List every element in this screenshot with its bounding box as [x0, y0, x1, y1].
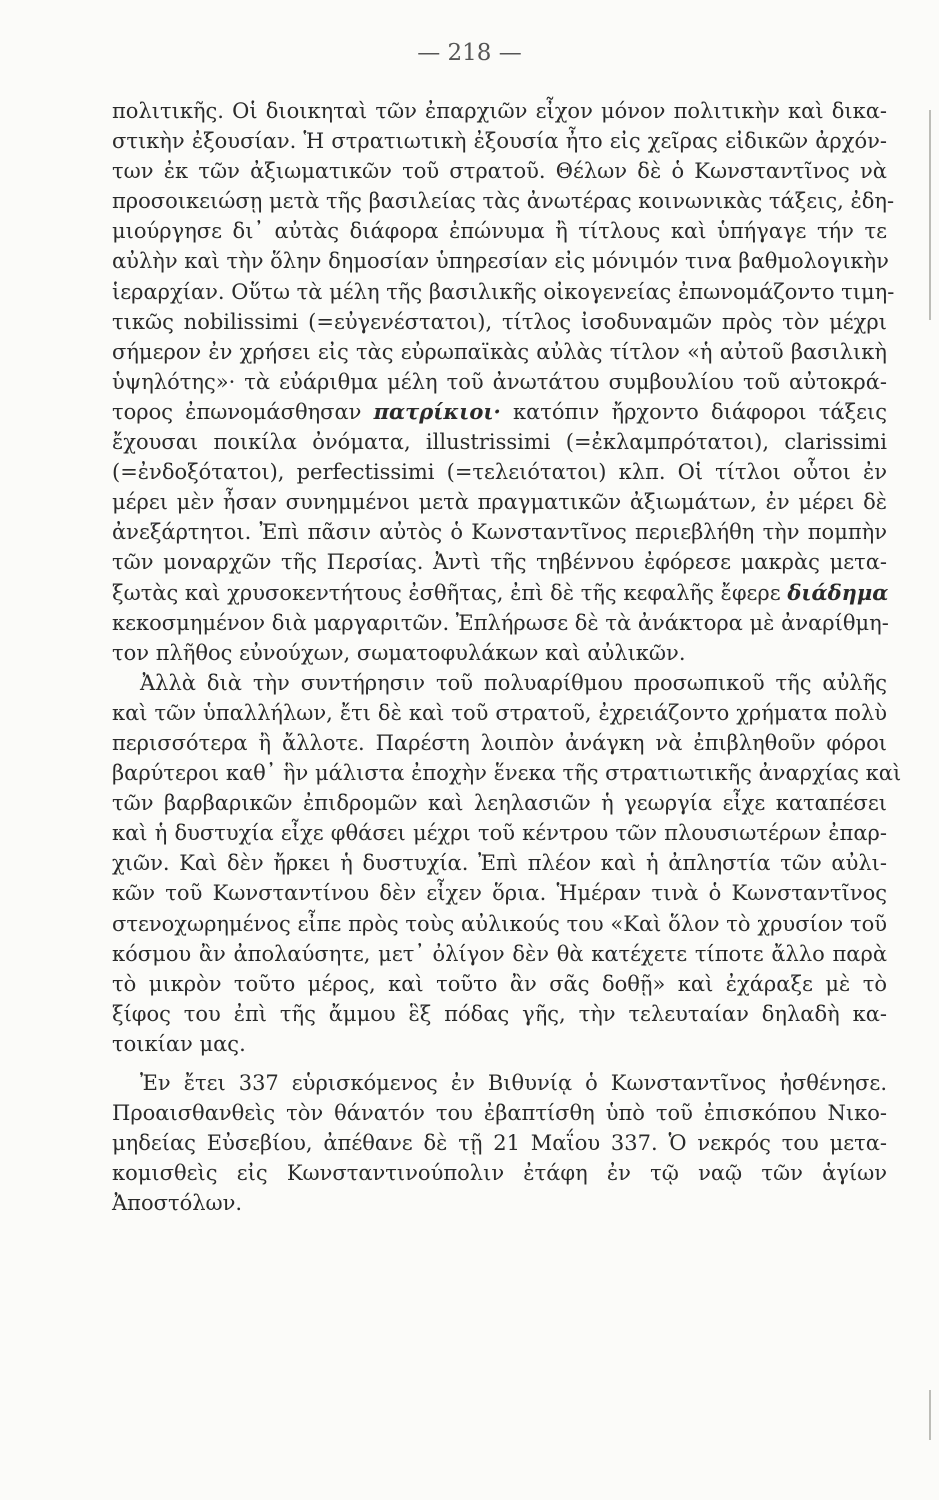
- text-line: [112, 578, 887, 608]
- page-number: — 218 —: [417, 40, 522, 66]
- text-segment: κατόπιν ἤρχοντο διάφοροι τάξεις: [500, 399, 888, 424]
- text-line: Ἀλλὰ διὰ τὴν συντήρησιν τοῦ πολυαρίθμου προσωπικοῦ τῆς αὐλῆς: [140, 670, 887, 695]
- text-line: προσοικειώσῃ μετὰ τῆς βασιλείας τὰς ἀνωτέρας κοινωνικὰς τάξεις, ἐδη-: [112, 189, 895, 214]
- text-line: μιούργησε δι᾽ αὐτὰς διάφορα ἐπώνυμα ἢ τίτλους καὶ ὑπήγαγε τήν τε: [112, 219, 887, 244]
- text-line: κόσμου ἂν ἀπολαύσητε, μετ᾽ ὀλίγον δὲν θὰ κατέχετε τίποτε ἄλλο παρὰ: [112, 941, 887, 966]
- text-line: τον πλῆθος εὐνούχων, σωματοφυλάκων καὶ αὐλικῶν.: [112, 640, 686, 665]
- body-text: [112, 96, 902, 1218]
- text-line: κεκοσμημένον διὰ μαργαριτῶν. Ἐπλήρωσε δὲ τὰ ἀνάκτορα μὲ ἀναρίθμη-: [112, 610, 889, 635]
- text-line: βαρύτεροι καθ᾽ ἣν μάλιστα ἐποχὴν ἕνεκα τῆς στρατιωτικῆς ἀναρχίας καὶ: [112, 761, 902, 786]
- text-line: τικῶς nobilissimi (=εὐγενέστατοι), τίτλος ἰσοδυναμῶν πρὸς τὸν μέχρι: [112, 309, 887, 334]
- scan-edge-shadow: [929, 1390, 931, 1440]
- text-line: κομισθεὶς εἰς Κωνσταντινούπολιν ἐτάφη ἐν τῷ ναῷ τῶν ἁγίων: [112, 1161, 887, 1186]
- text-line: Ἐν ἔτει 337 εὑρισκόμενος ἐν Βιθυνίᾳ ὁ Κωνσταντῖνος ἠσθένησε.: [140, 1071, 887, 1095]
- text-line: στικὴν ἐξουσίαν. Ἡ στρατιωτικὴ ἐξουσία ἦτο εἰς χεῖρας εἰδικῶν ἀρχόν-: [112, 129, 887, 154]
- text-line: [112, 397, 887, 427]
- text-line: ξίφος του ἐπὶ τῆς ἄμμου ἓξ πόδας γῆς, τὴν τελευταίαν δηλαδὴ κα-: [112, 1001, 887, 1026]
- text-line: καὶ ἡ δυστυχία εἶχε φθάσει μέχρι τοῦ κέντρου τῶν πλουσιωτέρων ἐπαρ-: [112, 821, 887, 846]
- emphasized-term: διάδημα: [787, 579, 889, 605]
- text-line: τῶν μοναρχῶν τῆς Περσίας. Ἀντὶ τῆς τηβέννου ἐφόρεσε μακρὰς μετα-: [112, 550, 887, 575]
- text-segment: ξωτὰς καὶ χρυσοκεντήτους ἐσθῆτας, ἐπὶ δὲ τῆς κεφαλῆς ἔφερε: [112, 580, 788, 605]
- text-line: τοικίαν μας.: [112, 1031, 246, 1056]
- text-line: χιῶν. Καὶ δὲν ἤρκει ἡ δυστυχία. Ἐπὶ πλέον καὶ ἡ ἀπληστία τῶν αὐλι-: [112, 851, 887, 876]
- paragraph: [112, 1068, 887, 1218]
- paragraph: [112, 96, 895, 668]
- text-line: ἱεραρχίαν. Οὕτω τὰ μέλη τῆς βασιλικῆς οἰκογενείας ἐπωνομάζοντο τιμη-: [112, 279, 895, 304]
- text-line: μέρει μὲν ἦσαν συνημμένοι μετὰ πραγματικῶν ἀξιωμάτων, ἐν μέρει δὲ: [112, 490, 887, 515]
- text-line: ἀνεξάρτητοι. Ἐπὶ πᾶσιν αὐτὸς ὁ Κωνσταντῖνος περιεβλήθη τὴν πομπὴν: [112, 520, 887, 545]
- emphasized-term: πατρίκιοι·: [373, 398, 501, 424]
- text-line: τῶν βαρβαρικῶν ἐπιδρομῶν καὶ λεηλασιῶν ἡ γεωργία εἶχε καταπέσει: [112, 791, 887, 816]
- text-line: πολιτικῆς. Οἱ διοικηταὶ τῶν ἐπαρχιῶν εἶχον μόνον πολιτικὴν καὶ δικα-: [112, 99, 887, 123]
- text-line: Ἀποστόλων.: [112, 1191, 243, 1216]
- paragraph: [112, 668, 902, 1059]
- text-line: μηδείας Εὐσεβίου, ἀπέθανε δὲ τῇ 21 Μαΐου 337. Ὁ νεκρός του μετα-: [112, 1131, 887, 1156]
- text-line: ἔχουσαι ποικίλα ὀνόματα, illustrissimi (=ἐκλαμπρότατοι), clarissimi: [112, 430, 887, 455]
- text-line: σήμερον ἐν χρήσει εἰς τὰς εὐρωπαϊκὰς αὐλὰς τίτλον «ἡ αὐτοῦ βασιλικὴ: [112, 339, 887, 364]
- text-line: (=ἐνδοξότατοι), perfectissimi (=τελειότατοι) κλπ. Οἱ τίτλοι οὗτοι ἐν: [112, 460, 887, 485]
- text-line: κῶν τοῦ Κωνσταντίνου δὲν εἶχεν ὅρια. Ἡμέραν τινὰ ὁ Κωνσταντῖνος: [112, 881, 887, 906]
- text-line: των ἐκ τῶν ἀξιωματικῶν τοῦ στρατοῦ. Θέλων δὲ ὁ Κωνσταντῖνος νὰ: [112, 159, 887, 184]
- text-line: περισσότερα ἢ ἄλλοτε. Παρέστη λοιπὸν ἀνάγκη νὰ ἐπιβληθοῦν φόροι: [112, 730, 887, 755]
- text-line: Προαισθανθεὶς τὸν θάνατόν του ἐβαπτίσθη ὑπὸ τοῦ ἐπισκόπου Νικο-: [112, 1101, 887, 1126]
- text-line: στενοχωρημένος εἶπε πρὸς τοὺς αὐλικούς του «Καὶ ὅλον τὸ χρυσίον τοῦ: [112, 911, 887, 936]
- text-line: αὐλὴν καὶ τὴν ὅλην δημοσίαν ὑπηρεσίαν εἰς μόνιμόν τινα βαθμολογικὴν: [112, 249, 889, 274]
- text-segment: τορος ἐπωνομάσθησαν: [112, 399, 374, 424]
- text-line: ὑψηλότης»· τὰ εὐάριθμα μέλη τοῦ ἀνωτάτου συμβουλίου τοῦ αὐτοκρά-: [112, 369, 887, 394]
- scan-edge-shadow: [929, 110, 931, 320]
- text-line: τὸ μικρὸν τοῦτο μέρος, καὶ τοῦτο ἂν σᾶς δοθῇ» καὶ ἐχάραξε μὲ τὸ: [112, 971, 887, 996]
- text-line: καὶ τῶν ὑπαλλήλων, ἔτι δὲ καὶ τοῦ στρατοῦ, ἐχρειάζοντο χρήματα πολὺ: [112, 700, 887, 725]
- paragraph-gap: [112, 1059, 887, 1068]
